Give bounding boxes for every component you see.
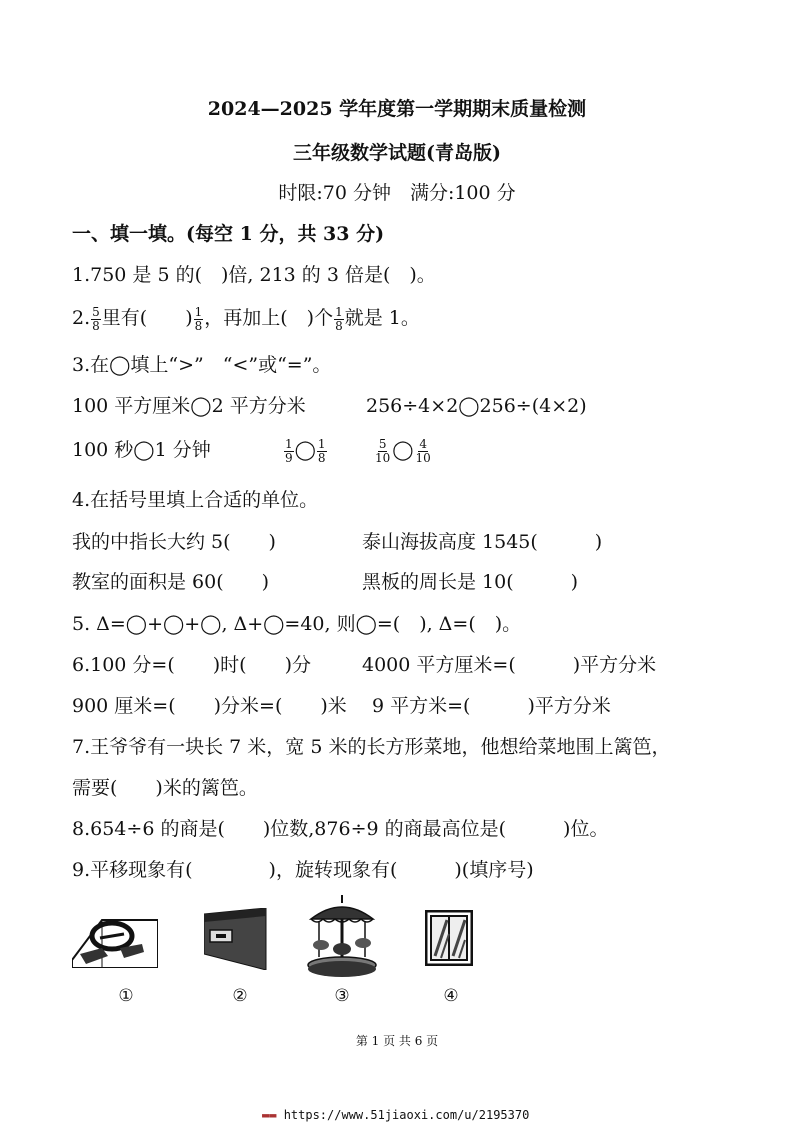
picture-label-2: ② <box>232 986 248 1006</box>
compare-circle: ◯ <box>294 439 316 461</box>
q2-prefix: 2. <box>72 307 91 329</box>
picture-label-3: ③ <box>334 986 350 1006</box>
question-5: 5. Δ=◯+◯+◯, Δ+◯=40, 则◯=( ), Δ=( )。 <box>72 613 522 635</box>
q6-d: 9 平方米=( )平方分米 <box>372 695 611 717</box>
q4-d: 黑板的周长是 10( ) <box>362 571 579 593</box>
question-7-line1: 7.王爷爷有一块长 7 米，宽 5 米的长方形菜地，他想给菜地围上篱笆， <box>72 736 671 758</box>
section-heading: 一、填一填。(每空 1 分，共 33 分) <box>72 223 385 245</box>
question-7-line2: 需要( )米的篱笆。 <box>72 777 258 799</box>
fraction: $\frac{1}{9}$ <box>285 436 293 465</box>
q3-row1-left: 100 平方厘米◯2 平方分米 <box>72 395 306 417</box>
window-icon <box>425 910 473 966</box>
fraction: $\frac{4}{10}$ <box>415 436 431 465</box>
q4-a: 我的中指长大约 5( ) <box>72 531 276 553</box>
q3-row2-fractions-b <box>373 437 433 465</box>
exam-title: 2024—2025 学年度第一学期期末质量检测 <box>207 98 587 120</box>
q6-b: 4000 平方厘米=( )平方分米 <box>362 654 657 676</box>
q4-b: 泰山海拔高度 1545( ) <box>362 531 603 553</box>
carousel-icon <box>305 895 379 977</box>
steering-wheel-icon <box>72 908 158 968</box>
q6-a: 6.100 分=( )时( )分 <box>72 654 312 676</box>
q3-row1-right: 256÷4×2◯256÷(4×2) <box>366 395 587 417</box>
question-3: 3.在◯填上“>” “<”或“=”。 <box>72 354 332 376</box>
url-marker-icon: ▬▬ <box>262 1108 284 1122</box>
page-number: 第 1 页 共 6 页 <box>355 1034 439 1048</box>
compare-circle: ◯ <box>392 439 414 461</box>
time-info: 时限:70 分钟 满分:100 分 <box>278 182 516 204</box>
picture-label-4: ④ <box>443 986 459 1006</box>
q2-text: ，再加上( )个 <box>204 307 334 329</box>
fraction: $\frac{1}{8}$ <box>317 436 326 465</box>
q4-c: 教室的面积是 60( ) <box>72 571 270 593</box>
question-4: 4.在括号里填上合适的单位。 <box>72 489 319 511</box>
fraction: $\frac{5}{10}$ <box>375 436 391 465</box>
source-url-text: https://www.51jiaoxi.com/u/2195370 <box>283 1108 530 1122</box>
fraction: $\frac{1}{8}$ <box>335 304 343 333</box>
question-8: 8.654÷6 的商是( )位数,876÷9 的商最高位是( )位。 <box>72 818 609 840</box>
question-1: 1.750 是 5 的( )倍, 213 的 3 倍是( )。 <box>72 264 436 286</box>
q2-text: 里有( ) <box>101 307 193 329</box>
question-2 <box>72 305 420 333</box>
q3-row2-left: 100 秒◯1 分钟 <box>72 439 211 461</box>
question-9: 9.平移现象有( )，旋转现象有( )(填序号) <box>72 859 534 881</box>
fraction: $\frac{5}{8}$ <box>92 304 100 333</box>
source-url[interactable] <box>262 1102 529 1128</box>
drawer-icon <box>204 908 268 970</box>
q6-c: 900 厘米=( )分米=( )米 <box>72 695 347 717</box>
picture-label-1: ① <box>118 986 134 1006</box>
exam-subtitle: 三年级数学试题(青岛版) <box>293 142 501 164</box>
q3-row2-fractions-a <box>283 437 328 465</box>
q2-text: 就是 1。 <box>344 307 420 329</box>
fraction: $\frac{1}{8}$ <box>194 304 203 333</box>
